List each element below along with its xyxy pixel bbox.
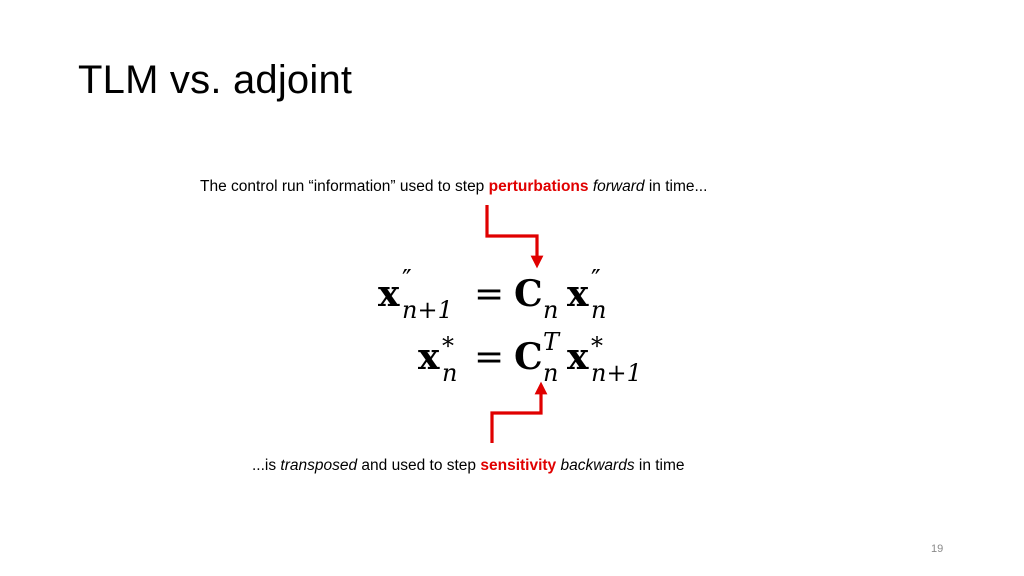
eq1-equals: = [474,274,505,315]
top-caption-end: in time... [644,178,708,195]
top-caption-text: The control run “information” used to step [200,178,489,195]
bottom-caption-text: ...is [252,457,281,474]
eq1-matrix-c: C [514,273,543,315]
equation-tlm [378,265,606,324]
bottom-caption [252,457,685,475]
eq1-rhs-prime: ″ [591,265,601,295]
backwards-italic: backwards [560,457,635,474]
equations [360,262,680,392]
perturbations-highlight: perturbations [488,178,589,195]
page-number: 19 [931,543,944,555]
slide-title: TLM vs. adjoint [78,58,353,102]
backward-arrow [492,388,541,443]
bottom-caption-end: in time [634,457,685,474]
eq2-matrix-c: C [514,336,543,378]
equation-adjoint [418,328,642,387]
eq1-rhs-sub: n [591,296,607,324]
eq1-rhs-x: x [567,273,589,315]
eq2-matrix-sub: n [543,359,559,387]
eq2-rhs-star: * [591,332,603,360]
eq2-lhs-star: * [442,332,454,360]
eq1-matrix-sub: n [543,296,559,324]
eq2-equals: = [474,337,505,378]
eq1-lhs-x: x [378,273,400,315]
eq1-lhs-prime: ″ [402,265,412,295]
eq1-lhs-sub: n+1 [402,296,453,324]
forward-italic: forward [592,178,645,195]
eq2-lhs-x: x [418,336,440,378]
eq2-lhs-sub: n [442,359,458,387]
eq2-matrix-sup: T [543,328,560,356]
transposed-italic: transposed [280,457,358,474]
bottom-caption-mid: and used to step [357,457,481,474]
forward-arrow [487,205,537,262]
eq2-rhs-sub: n+1 [591,359,642,387]
eq2-rhs-x: x [567,336,589,378]
sensitivity-highlight: sensitivity [480,457,557,474]
